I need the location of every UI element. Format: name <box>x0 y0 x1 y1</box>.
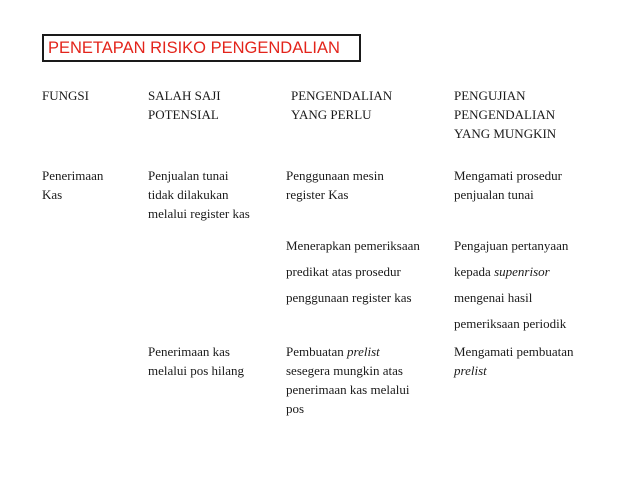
header-fungsi: FUNGSI <box>42 88 89 103</box>
row1-pengujian-a: Mengamati prosedur penjualan tunai <box>454 168 562 202</box>
slide-title: PENETAPAN RISIKO PENGENDALIAN <box>42 34 361 62</box>
header-pengujian: PENGUJIAN PENGENDALIAN YANG MUNGKIN <box>454 88 557 141</box>
row1-pengujian-b: Pengajuan pertanyaan kepada supenrisor mengenai hasil pemeriksaan periodik <box>454 238 569 331</box>
row2-salah-saji: Penerimaan kas melalui pos hilang <box>148 344 245 378</box>
row1-pengendalian-b: Menerapkan pemeriksaan predikat atas prosedur penggunaan register kas <box>286 238 420 305</box>
row1-salah-saji: Penjualan tunai tidak dilakukan melalui register kas <box>148 168 250 221</box>
header-pengendalian: PENGENDALIAN YANG PERLU <box>291 88 393 122</box>
row2-pengujian: Mengamati pembuatan prelist <box>454 344 574 378</box>
row1-fungsi: Penerimaan Kas <box>42 168 104 202</box>
row2-pengendalian: Pembuatan prelist sesegera mungkin atas penerimaan kas melalui pos <box>286 344 410 416</box>
row1-pengendalian-a: Penggunaan mesin register Kas <box>286 168 384 202</box>
header-salah-saji: SALAH SAJI POTENSIAL <box>148 88 221 122</box>
